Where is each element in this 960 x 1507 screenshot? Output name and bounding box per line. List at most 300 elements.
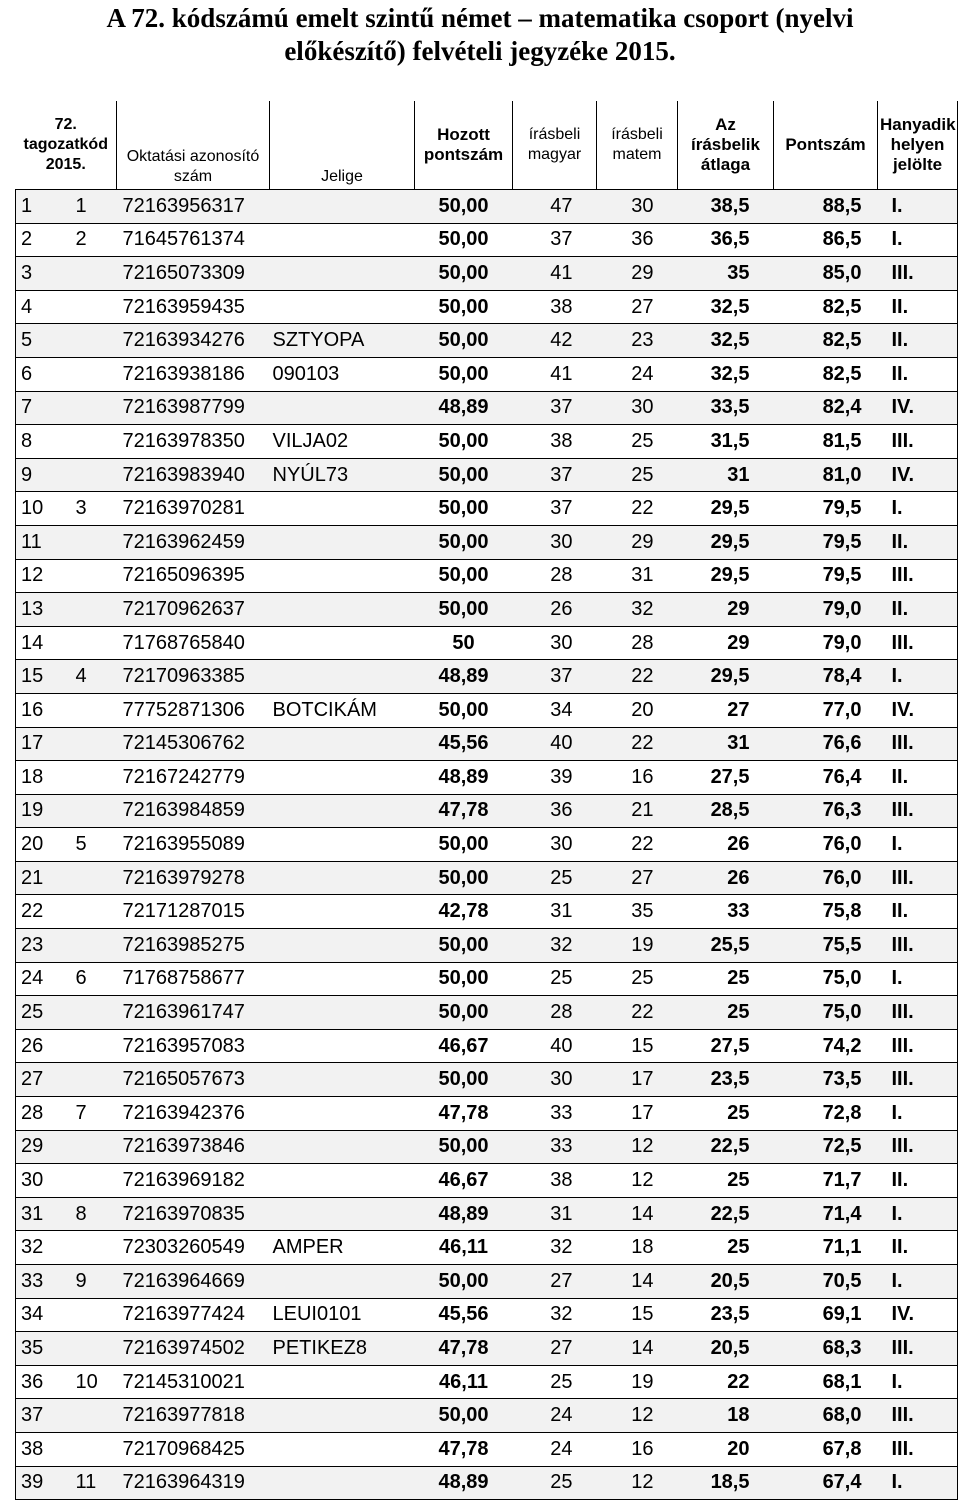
cell-pontszam: 82,5 <box>774 357 878 391</box>
cell-hanyadik: I. <box>878 962 958 996</box>
cell-rank: 5 <box>16 324 71 358</box>
cell-hanyadik: III. <box>878 727 958 761</box>
cell-hanyadik: III. <box>878 996 958 1030</box>
cell-hozott: 50,00 <box>415 1265 513 1299</box>
cell-jelige <box>270 1466 415 1500</box>
cell-tag: 3 <box>71 492 117 526</box>
cell-magyar: 33 <box>513 1130 597 1164</box>
cell-matem: 12 <box>597 1399 678 1433</box>
cell-jelige <box>270 257 415 291</box>
admission-list-table <box>15 101 958 1500</box>
cell-hozott: 50,00 <box>415 693 513 727</box>
cell-atlag: 26 <box>678 828 774 862</box>
table-row <box>16 1063 958 1097</box>
cell-magyar: 28 <box>513 559 597 593</box>
cell-hanyadik: III. <box>878 861 958 895</box>
cell-jelige <box>270 727 415 761</box>
cell-atlag: 32,5 <box>678 357 774 391</box>
cell-pontszam: 76,6 <box>774 727 878 761</box>
cell-pontszam: 76,3 <box>774 794 878 828</box>
cell-hozott: 47,78 <box>415 794 513 828</box>
cell-magyar: 40 <box>513 1029 597 1063</box>
cell-magyar: 32 <box>513 1298 597 1332</box>
cell-rank: 20 <box>16 828 71 862</box>
cell-tag <box>71 861 117 895</box>
cell-tag <box>71 1130 117 1164</box>
cell-matem: 21 <box>597 794 678 828</box>
cell-hozott: 50,00 <box>415 1063 513 1097</box>
cell-matem: 22 <box>597 828 678 862</box>
cell-rank: 21 <box>16 861 71 895</box>
table-row <box>16 492 958 526</box>
cell-pontszam: 79,5 <box>774 559 878 593</box>
cell-pontszam: 79,5 <box>774 492 878 526</box>
document-title <box>0 0 960 68</box>
cell-tag: 2 <box>71 223 117 257</box>
table-row <box>16 593 958 627</box>
table-row <box>16 290 958 324</box>
cell-magyar: 28 <box>513 996 597 1030</box>
cell-pontszam: 68,1 <box>774 1365 878 1399</box>
cell-tag <box>71 1332 117 1366</box>
cell-hozott: 50,00 <box>415 290 513 324</box>
cell-magyar: 25 <box>513 1365 597 1399</box>
cell-matem: 22 <box>597 727 678 761</box>
cell-hanyadik: III. <box>878 794 958 828</box>
cell-hozott: 50,00 <box>415 190 513 224</box>
cell-rank: 4 <box>16 290 71 324</box>
cell-id: 71768758677 <box>117 962 270 996</box>
cell-rank: 13 <box>16 593 71 627</box>
cell-jelige <box>270 1365 415 1399</box>
cell-rank: 25 <box>16 996 71 1030</box>
cell-magyar: 41 <box>513 357 597 391</box>
cell-id: 72163978350 <box>117 425 270 459</box>
cell-matem: 14 <box>597 1197 678 1231</box>
cell-rank: 6 <box>16 357 71 391</box>
cell-atlag: 23,5 <box>678 1298 774 1332</box>
cell-matem: 20 <box>597 693 678 727</box>
cell-rank: 28 <box>16 1097 71 1131</box>
cell-magyar: 37 <box>513 458 597 492</box>
cell-hanyadik: II. <box>878 1231 958 1265</box>
cell-tag <box>71 357 117 391</box>
cell-pontszam: 79,0 <box>774 593 878 627</box>
cell-tag <box>71 257 117 291</box>
table-row <box>16 525 958 559</box>
cell-hanyadik: II. <box>878 895 958 929</box>
cell-rank: 11 <box>16 525 71 559</box>
cell-matem: 28 <box>597 626 678 660</box>
table-row <box>16 391 958 425</box>
cell-rank: 31 <box>16 1197 71 1231</box>
cell-hozott: 47,78 <box>415 1432 513 1466</box>
cell-jelige <box>270 962 415 996</box>
cell-id: 72163955089 <box>117 828 270 862</box>
table-row <box>16 1365 958 1399</box>
table-header-row <box>16 101 958 190</box>
cell-pontszam: 76,4 <box>774 761 878 795</box>
table-row <box>16 929 958 963</box>
table-row <box>16 1466 958 1500</box>
table-row <box>16 458 958 492</box>
table-row <box>16 660 958 694</box>
cell-tag <box>71 1231 117 1265</box>
cell-pontszam: 67,4 <box>774 1466 878 1500</box>
cell-matem: 27 <box>597 861 678 895</box>
cell-matem: 24 <box>597 357 678 391</box>
cell-atlag: 29,5 <box>678 559 774 593</box>
cell-matem: 14 <box>597 1332 678 1366</box>
cell-hozott: 50,00 <box>415 559 513 593</box>
cell-hozott: 50,00 <box>415 257 513 291</box>
cell-jelige <box>270 794 415 828</box>
cell-pontszam: 81,5 <box>774 425 878 459</box>
table-row <box>16 794 958 828</box>
cell-atlag: 27,5 <box>678 1029 774 1063</box>
cell-atlag: 25 <box>678 1097 774 1131</box>
cell-tag: 7 <box>71 1097 117 1131</box>
cell-magyar: 30 <box>513 828 597 862</box>
cell-hanyadik: I. <box>878 1097 958 1131</box>
table-row <box>16 895 958 929</box>
cell-jelige <box>270 996 415 1030</box>
cell-id: 72163969182 <box>117 1164 270 1198</box>
cell-magyar: 31 <box>513 895 597 929</box>
cell-hozott: 50,00 <box>415 492 513 526</box>
table-row <box>16 761 958 795</box>
cell-matem: 14 <box>597 1265 678 1299</box>
cell-pontszam: 79,5 <box>774 525 878 559</box>
cell-hanyadik: I. <box>878 1197 958 1231</box>
cell-hanyadik: I. <box>878 828 958 862</box>
header-magyar: írásbeli magyar <box>513 101 597 190</box>
cell-pontszam: 85,0 <box>774 257 878 291</box>
cell-magyar: 25 <box>513 861 597 895</box>
cell-jelige <box>270 559 415 593</box>
cell-matem: 23 <box>597 324 678 358</box>
cell-hanyadik: I. <box>878 660 958 694</box>
table-row <box>16 1265 958 1299</box>
cell-tag <box>71 290 117 324</box>
cell-tag <box>71 391 117 425</box>
cell-hanyadik: I. <box>878 1365 958 1399</box>
cell-atlag: 29 <box>678 593 774 627</box>
cell-atlag: 33 <box>678 895 774 929</box>
cell-matem: 12 <box>597 1466 678 1500</box>
cell-hanyadik: III. <box>878 1063 958 1097</box>
header-hanyadik: Hanyadik helyen jelölte <box>878 101 958 190</box>
cell-rank: 26 <box>16 1029 71 1063</box>
cell-hanyadik: II. <box>878 324 958 358</box>
cell-hozott: 50,00 <box>415 425 513 459</box>
cell-atlag: 20 <box>678 1432 774 1466</box>
cell-jelige <box>270 1432 415 1466</box>
cell-matem: 17 <box>597 1097 678 1131</box>
cell-rank: 32 <box>16 1231 71 1265</box>
cell-hozott: 46,67 <box>415 1164 513 1198</box>
cell-jelige <box>270 391 415 425</box>
cell-tag <box>71 727 117 761</box>
cell-hozott: 46,11 <box>415 1365 513 1399</box>
cell-atlag: 26 <box>678 861 774 895</box>
cell-id: 72163970281 <box>117 492 270 526</box>
cell-hanyadik: IV. <box>878 391 958 425</box>
cell-hanyadik: IV. <box>878 458 958 492</box>
cell-pontszam: 75,0 <box>774 996 878 1030</box>
cell-id: 72163957083 <box>117 1029 270 1063</box>
cell-matem: 25 <box>597 458 678 492</box>
cell-id: 72163938186 <box>117 357 270 391</box>
cell-magyar: 27 <box>513 1332 597 1366</box>
cell-jelige <box>270 1029 415 1063</box>
cell-tag <box>71 425 117 459</box>
cell-matem: 25 <box>597 425 678 459</box>
cell-rank: 7 <box>16 391 71 425</box>
cell-hozott: 50,00 <box>415 1130 513 1164</box>
cell-atlag: 25 <box>678 1164 774 1198</box>
cell-tag <box>71 1432 117 1466</box>
cell-id: 72163977424 <box>117 1298 270 1332</box>
table-row <box>16 1432 958 1466</box>
cell-pontszam: 75,8 <box>774 895 878 929</box>
cell-pontszam: 88,5 <box>774 190 878 224</box>
cell-hanyadik: III. <box>878 1432 958 1466</box>
cell-hanyadik: IV. <box>878 1298 958 1332</box>
cell-id: 72163964319 <box>117 1466 270 1500</box>
cell-rank: 22 <box>16 895 71 929</box>
cell-matem: 15 <box>597 1029 678 1063</box>
cell-id: 72163974502 <box>117 1332 270 1366</box>
cell-jelige <box>270 290 415 324</box>
cell-atlag: 22 <box>678 1365 774 1399</box>
cell-pontszam: 78,4 <box>774 660 878 694</box>
cell-matem: 15 <box>597 1298 678 1332</box>
cell-tag <box>71 1063 117 1097</box>
cell-tag: 11 <box>71 1466 117 1500</box>
cell-magyar: 24 <box>513 1399 597 1433</box>
cell-id: 72163983940 <box>117 458 270 492</box>
cell-magyar: 38 <box>513 290 597 324</box>
cell-tag <box>71 929 117 963</box>
cell-tag <box>71 996 117 1030</box>
table-row <box>16 962 958 996</box>
cell-jelige: BOTCIKÁM <box>270 693 415 727</box>
cell-pontszam: 86,5 <box>774 223 878 257</box>
table-row <box>16 1231 958 1265</box>
cell-id: 72163984859 <box>117 794 270 828</box>
cell-hanyadik: II. <box>878 357 958 391</box>
cell-atlag: 27 <box>678 693 774 727</box>
cell-rank: 23 <box>16 929 71 963</box>
cell-tag: 9 <box>71 1265 117 1299</box>
cell-id: 72165096395 <box>117 559 270 593</box>
cell-rank: 37 <box>16 1399 71 1433</box>
cell-tag: 10 <box>71 1365 117 1399</box>
cell-magyar: 26 <box>513 593 597 627</box>
cell-hanyadik: II. <box>878 290 958 324</box>
cell-matem: 12 <box>597 1130 678 1164</box>
cell-id: 72170968425 <box>117 1432 270 1466</box>
cell-rank: 2 <box>16 223 71 257</box>
header-atlag: Az írásbelik átlaga <box>678 101 774 190</box>
cell-pontszam: 82,4 <box>774 391 878 425</box>
cell-hanyadik: I. <box>878 492 958 526</box>
cell-hozott: 50,00 <box>415 929 513 963</box>
cell-hozott: 50,00 <box>415 458 513 492</box>
header-id: Oktatási azonosító szám <box>117 101 270 190</box>
cell-hozott: 50,00 <box>415 357 513 391</box>
cell-matem: 27 <box>597 290 678 324</box>
table-row <box>16 1097 958 1131</box>
cell-id: 72163962459 <box>117 525 270 559</box>
table-row <box>16 190 958 224</box>
cell-pontszam: 72,8 <box>774 1097 878 1131</box>
cell-atlag: 36,5 <box>678 223 774 257</box>
cell-hozott: 50,00 <box>415 996 513 1030</box>
table-row <box>16 1164 958 1198</box>
cell-rank: 8 <box>16 425 71 459</box>
cell-pontszam: 82,5 <box>774 290 878 324</box>
cell-hanyadik: III. <box>878 1332 958 1366</box>
cell-jelige <box>270 895 415 929</box>
cell-matem: 29 <box>597 525 678 559</box>
cell-magyar: 30 <box>513 626 597 660</box>
cell-hozott: 42,78 <box>415 895 513 929</box>
cell-atlag: 25,5 <box>678 929 774 963</box>
table-row <box>16 693 958 727</box>
cell-id: 71645761374 <box>117 223 270 257</box>
table-row <box>16 861 958 895</box>
cell-jelige <box>270 828 415 862</box>
cell-hanyadik: III. <box>878 1029 958 1063</box>
header-jelige: Jelige <box>270 101 415 190</box>
cell-hanyadik: I. <box>878 223 958 257</box>
header-hozott: Hozott pontszám <box>415 101 513 190</box>
cell-magyar: 30 <box>513 525 597 559</box>
cell-id: 72163964669 <box>117 1265 270 1299</box>
cell-hanyadik: II. <box>878 525 958 559</box>
cell-id: 72170962637 <box>117 593 270 627</box>
table-row <box>16 1399 958 1433</box>
cell-hozott: 48,89 <box>415 761 513 795</box>
cell-rank: 18 <box>16 761 71 795</box>
table-row <box>16 223 958 257</box>
cell-magyar: 24 <box>513 1432 597 1466</box>
cell-atlag: 31,5 <box>678 425 774 459</box>
cell-hozott: 50 <box>415 626 513 660</box>
cell-id: 77752871306 <box>117 693 270 727</box>
cell-rank: 12 <box>16 559 71 593</box>
cell-pontszam: 72,5 <box>774 1130 878 1164</box>
cell-id: 72163979278 <box>117 861 270 895</box>
cell-jelige: VILJA02 <box>270 425 415 459</box>
cell-atlag: 27,5 <box>678 761 774 795</box>
cell-matem: 16 <box>597 761 678 795</box>
cell-hozott: 46,11 <box>415 1231 513 1265</box>
cell-atlag: 29,5 <box>678 492 774 526</box>
cell-magyar: 42 <box>513 324 597 358</box>
table-row <box>16 828 958 862</box>
cell-id: 72145306762 <box>117 727 270 761</box>
table-row <box>16 727 958 761</box>
cell-hozott: 50,00 <box>415 593 513 627</box>
cell-atlag: 25 <box>678 1231 774 1265</box>
cell-jelige <box>270 1197 415 1231</box>
cell-hanyadik: III. <box>878 1130 958 1164</box>
cell-rank: 30 <box>16 1164 71 1198</box>
cell-magyar: 38 <box>513 425 597 459</box>
cell-hozott: 48,89 <box>415 1466 513 1500</box>
cell-matem: 29 <box>597 257 678 291</box>
cell-hanyadik: III. <box>878 1399 958 1433</box>
cell-tag <box>71 761 117 795</box>
cell-atlag: 20,5 <box>678 1332 774 1366</box>
cell-matem: 30 <box>597 391 678 425</box>
cell-rank: 14 <box>16 626 71 660</box>
cell-atlag: 33,5 <box>678 391 774 425</box>
cell-rank: 33 <box>16 1265 71 1299</box>
header-pontszam: Pontszám <box>774 101 878 190</box>
cell-magyar: 34 <box>513 693 597 727</box>
cell-magyar: 25 <box>513 1466 597 1500</box>
cell-matem: 30 <box>597 190 678 224</box>
cell-matem: 31 <box>597 559 678 593</box>
cell-matem: 32 <box>597 593 678 627</box>
cell-pontszam: 69,1 <box>774 1298 878 1332</box>
cell-tag <box>71 794 117 828</box>
cell-pontszam: 79,0 <box>774 626 878 660</box>
cell-hozott: 50,00 <box>415 962 513 996</box>
cell-magyar: 47 <box>513 190 597 224</box>
cell-rank: 9 <box>16 458 71 492</box>
cell-id: 72163959435 <box>117 290 270 324</box>
cell-jelige: PETIKEZ8 <box>270 1332 415 1366</box>
cell-hozott: 48,89 <box>415 660 513 694</box>
cell-pontszam: 74,2 <box>774 1029 878 1063</box>
cell-pontszam: 71,1 <box>774 1231 878 1265</box>
cell-jelige: LEUI0101 <box>270 1298 415 1332</box>
cell-atlag: 28,5 <box>678 794 774 828</box>
cell-jelige <box>270 1265 415 1299</box>
cell-tag: 5 <box>71 828 117 862</box>
cell-id: 72171287015 <box>117 895 270 929</box>
cell-jelige <box>270 660 415 694</box>
cell-id: 72167242779 <box>117 761 270 795</box>
header-rank: 72. tagozatkód 2015. <box>23 116 108 173</box>
cell-hozott: 50,00 <box>415 223 513 257</box>
cell-rank: 1 <box>16 190 71 224</box>
cell-hozott: 47,78 <box>415 1332 513 1366</box>
cell-hanyadik: III. <box>878 559 958 593</box>
cell-atlag: 32,5 <box>678 324 774 358</box>
cell-rank: 34 <box>16 1298 71 1332</box>
cell-id: 72163956317 <box>117 190 270 224</box>
table-row <box>16 1197 958 1231</box>
cell-id: 72163970835 <box>117 1197 270 1231</box>
cell-magyar: 40 <box>513 727 597 761</box>
cell-hanyadik: I. <box>878 1466 958 1500</box>
cell-id: 72165073309 <box>117 257 270 291</box>
cell-tag: 6 <box>71 962 117 996</box>
cell-atlag: 25 <box>678 962 774 996</box>
cell-magyar: 37 <box>513 391 597 425</box>
table-row <box>16 559 958 593</box>
cell-jelige: AMPER <box>270 1231 415 1265</box>
cell-magyar: 39 <box>513 761 597 795</box>
cell-hozott: 50,00 <box>415 861 513 895</box>
title-line-1: A 72. kódszámú emelt szintű német – matematika csoport (nyelvi <box>106 3 854 33</box>
